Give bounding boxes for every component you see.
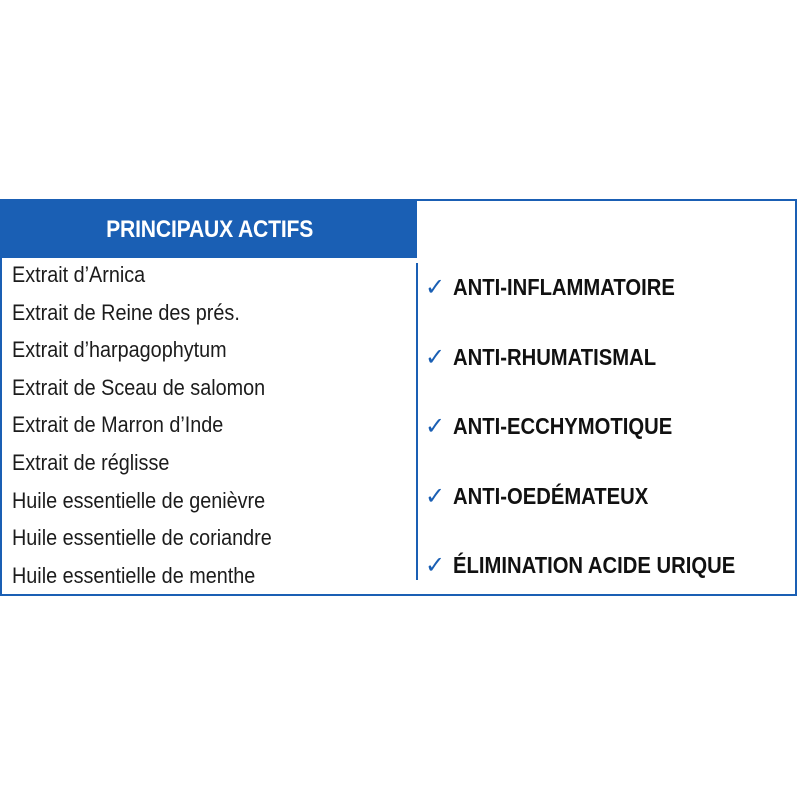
ingredient-item: Extrait de Reine des prés. xyxy=(12,299,240,325)
ingredient-item: Extrait de Sceau de salomon xyxy=(12,374,266,400)
ingredient-item: Huile essentielle de menthe xyxy=(12,562,256,588)
ingredient-item: Extrait d’harpagophytum xyxy=(12,337,227,363)
benefit-label: ANTI-ECCHYMOTIQUE xyxy=(453,413,673,439)
benefit-list xyxy=(425,272,774,620)
benefit-item xyxy=(425,411,774,481)
benefit-item xyxy=(425,550,774,620)
checkmark-icon: ✓ xyxy=(425,273,446,301)
column-divider xyxy=(416,263,418,580)
ingredient-item: Extrait de réglisse xyxy=(12,449,170,475)
ingredient-list xyxy=(12,262,301,600)
checkmark-icon: ✓ xyxy=(425,412,446,440)
ingredient-item: Huile essentielle de coriandre xyxy=(12,525,272,551)
benefit-label: ANTI-OEDÉMATEUX xyxy=(453,482,649,509)
checkmark-icon: ✓ xyxy=(425,481,446,510)
checkmark-icon: ✓ xyxy=(425,342,446,371)
ingredient-item: Extrait d’Arnica xyxy=(12,262,146,287)
ingredient-item: Extrait de Marron d’Inde xyxy=(12,412,224,438)
benefit-item xyxy=(425,342,774,412)
benefit-label: ANTI-INFLAMMATOIRE xyxy=(453,274,675,300)
benefit-label: ANTI-RHUMATISMAL xyxy=(453,343,657,370)
benefit-item xyxy=(425,481,774,551)
benefit-item xyxy=(425,272,774,342)
ingredient-item: Huile essentielle de genièvre xyxy=(12,487,266,513)
benefit-label: ÉLIMINATION ACIDE URIQUE xyxy=(453,552,736,578)
active-ingredients-panel xyxy=(0,199,797,596)
panel-title: PRINCIPAUX ACTIFS xyxy=(105,215,314,243)
checkmark-icon: ✓ xyxy=(425,551,446,579)
header-tab xyxy=(2,201,417,258)
